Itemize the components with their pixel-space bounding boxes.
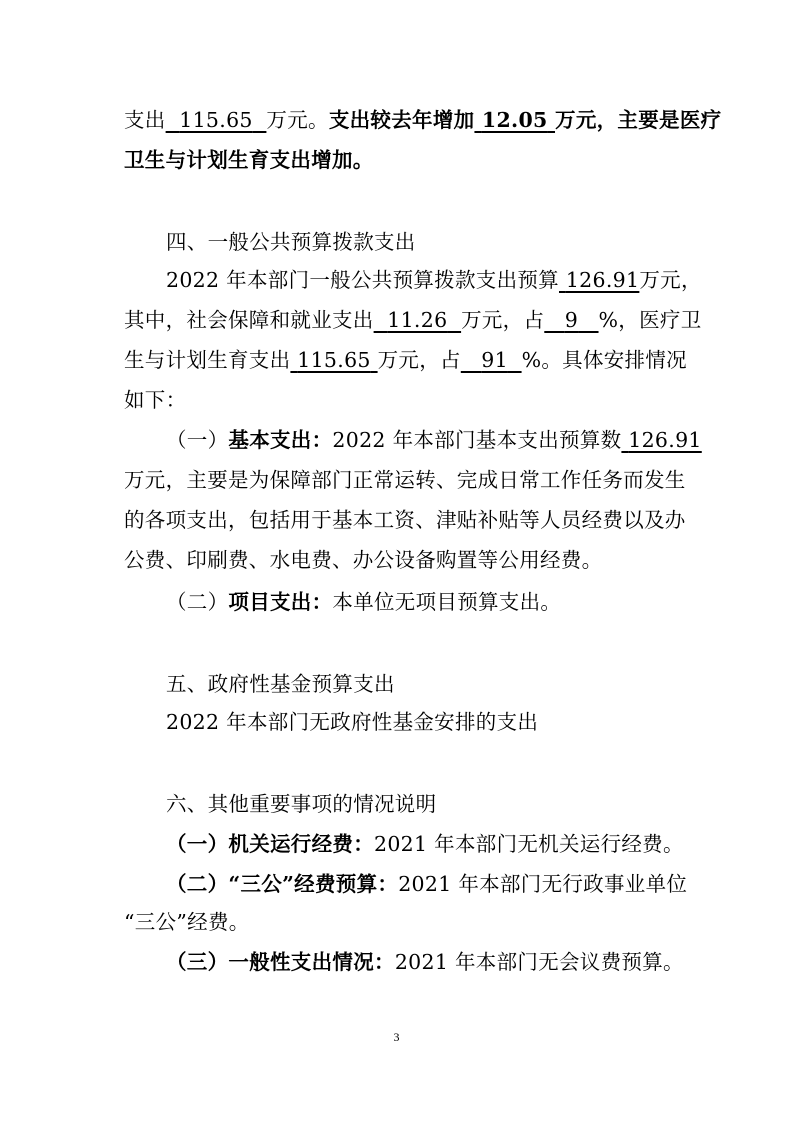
section-heading: 六、其他重要事项的情况说明 [166, 792, 437, 816]
paragraph-line [166, 268, 702, 292]
paragraph-line [166, 832, 684, 856]
underlined-value: 91 [481, 348, 508, 372]
text: 万元，占 [377, 348, 461, 372]
paragraph-line [166, 950, 684, 974]
paragraph-line: 2022 年本部门无政府性基金安排的支出 [166, 710, 539, 734]
paragraph-line: 万元，主要是为保障部门正常运转、完成日常工作任务而发生 [124, 468, 686, 492]
text: %。具体安排情况 [521, 348, 687, 372]
bold-text: 万元，主要是医疗 [555, 108, 722, 132]
bold-text: 支出较去年增加 [328, 108, 475, 132]
paragraph-line [166, 872, 687, 896]
bold-label: （三）一般性支出情况： [166, 950, 395, 974]
bold-label: （二）“三公”经费预算： [166, 872, 399, 896]
paragraph-line [124, 308, 702, 332]
paragraph-line [166, 590, 561, 614]
text: 2022 年本部门一般公共预算拨款支出预算 [166, 268, 559, 292]
text: 2022 年本部门基本支出预算数 [332, 428, 622, 452]
paragraph-line [124, 348, 687, 372]
bold-label: （一）机关运行经费： [166, 832, 374, 856]
text: 万元，占 [461, 308, 545, 332]
text: %，医疗卫 [598, 308, 702, 332]
text: （二） [166, 590, 229, 614]
underlined-value: 115.65 [297, 348, 371, 372]
text: 2021 年本部门无会议费预算。 [394, 950, 684, 974]
text: （一） [166, 428, 229, 452]
paragraph-line: 公费、印刷费、水电费、办公设备购置等公用经费。 [124, 548, 603, 572]
text: 支出 [124, 108, 166, 132]
section-heading: 四、一般公共预算拨款支出 [166, 230, 416, 254]
text: 其中，社会保障和就业支出 [124, 308, 374, 332]
page-number: 3 [393, 1030, 400, 1044]
underlined-value: 11.26 [387, 308, 448, 332]
paragraph-line [124, 108, 721, 132]
underlined-value: 9 [564, 308, 579, 332]
underlined-value: 126.91 [628, 428, 702, 452]
paragraph-line: 的各项支出，包括用于基本工资、津贴补贴等人员经费以及办 [124, 508, 686, 532]
bold-label: 基本支出： [228, 428, 333, 452]
paragraph-line: 卫生与计划生育支出增加。 [124, 148, 374, 172]
underlined-bold-value: 12.05 [481, 108, 548, 132]
section-heading: 五、政府性基金预算支出 [166, 672, 395, 696]
text: 万元， [639, 268, 702, 292]
text: 万元。 [266, 108, 329, 132]
paragraph-line: “三公”经费。 [124, 910, 250, 934]
text: 2021 年本部门无行政事业单位 [398, 872, 688, 896]
paragraph-line: 如下： [124, 388, 187, 412]
text: 2021 年本部门无机关运行经费。 [374, 832, 684, 856]
underlined-value: 126.91 [565, 268, 640, 292]
text: 本单位无项目预算支出。 [332, 590, 562, 614]
underlined-value: 115.65 [179, 108, 253, 132]
text: 生与计划生育支出 [124, 348, 291, 372]
bold-label: 项目支出： [228, 590, 333, 614]
paragraph-line [166, 428, 702, 452]
